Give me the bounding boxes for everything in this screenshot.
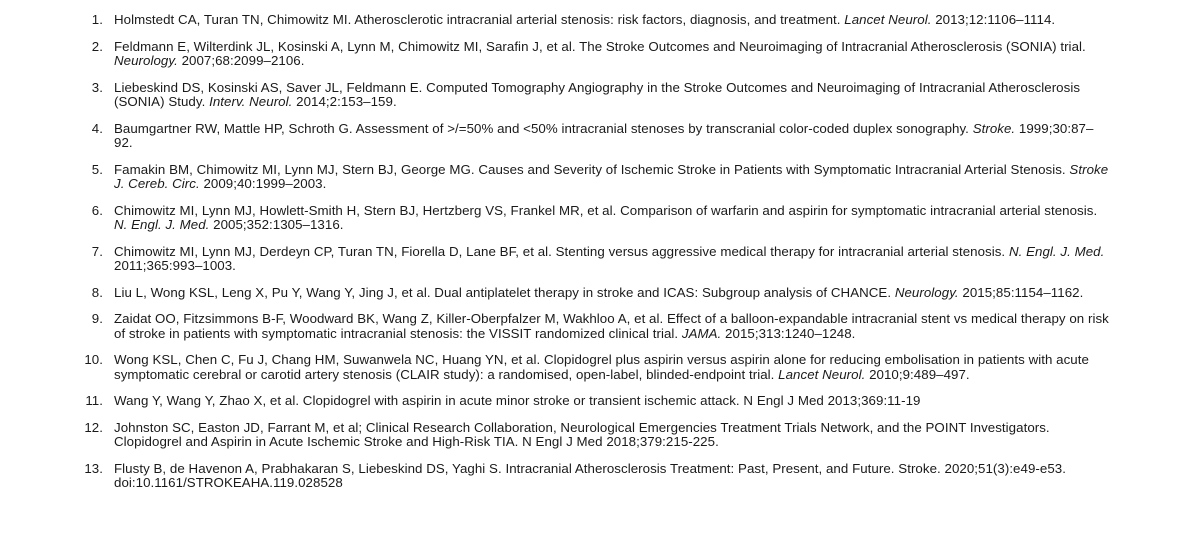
reference-number: 6. — [91, 202, 103, 218]
reference-item-6 — [0, 204, 1200, 233]
citation-main: Johnston SC, Easton JD, Farrant M, et al; Clinical Research Collaboration, Neurological Emergencies Treatment Trials Network, and the POINT Investigators. Clopidogrel and Aspirin in Acute Ischemic Stroke and High-Risk TIA. N Engl J Med 2018;379:215-225. — [114, 419, 1050, 450]
reference-text — [114, 40, 1112, 69]
reference-text — [114, 122, 1112, 151]
citation-main: Liebeskind DS, Kosinski AS, Saver JL, Feldmann E. Computed Tomography Angiography in the Stroke Outcomes and Neuroimaging of Intracranial Atherosclerosis (SONIA) Study. — [114, 79, 1081, 109]
reference-item-2 — [0, 40, 1200, 69]
reference-number: 8. — [91, 284, 103, 300]
citation-details: 2015;313:1240–1248. — [721, 325, 856, 341]
journal-name: Neurology. — [114, 53, 178, 68]
reference-item-9 — [0, 312, 1200, 341]
citation-details: 2011;365:993–1003. — [114, 258, 236, 273]
reference-text — [114, 13, 1112, 27]
reference-text — [114, 421, 1112, 450]
reference-number: 13. — [84, 460, 103, 476]
reference-text — [114, 353, 1112, 382]
reference-item-11 — [0, 394, 1200, 408]
reference-text — [114, 462, 1112, 491]
citation-details: 2013;12:1106–1114. — [931, 12, 1056, 27]
citation-details: 2007;68:2099–2106. — [177, 53, 305, 68]
reference-item-4 — [0, 122, 1200, 151]
reference-number: 3. — [91, 79, 103, 95]
reference-text — [114, 245, 1112, 274]
citation-details: 2010;9:489–497. — [865, 366, 970, 382]
journal-name: Stroke. — [972, 120, 1016, 136]
reference-number: 9. — [91, 311, 103, 327]
reference-item-3 — [0, 81, 1200, 110]
reference-text — [114, 394, 1112, 408]
reference-text — [114, 204, 1112, 233]
reference-number: 7. — [91, 243, 103, 259]
citation-main: Feldmann E, Wilterdink JL, Kosinski A, Lynn M, Chimowitz MI, Sarafin J, et al. The Stroke Outcomes and Neuroimaging of Intracranial Atherosclerosis (SONIA) trial. — [114, 38, 1086, 54]
citation-main: Flusty B, de Havenon A, Prabhakaran S, Liebeskind DS, Yaghi S. Intracranial Atherosclerosis Treatment: Past, Present, and Future. Stroke. 2020;51(3):e49-e53. doi:10.1161/STROKEAHA.119.028528 — [114, 460, 1066, 491]
reference-item-5 — [0, 163, 1200, 192]
reference-number: 12. — [84, 419, 103, 435]
reference-item-7 — [0, 245, 1200, 274]
journal-name: Lancet Neurol. — [778, 366, 866, 382]
citation-main: Famakin BM, Chimowitz MI, Lynn MJ, Stern BJ, George MG. Causes and Severity of Ischemic Stroke in Patients with Symptomatic Intracranial Arterial Stenosis. — [114, 161, 1070, 177]
citation-main: Wang Y, Wang Y, Zhao X, et al. Clopidogrel with aspirin in acute minor stroke or transient ischemic attack. N Engl J Med 2013;369:11-19 — [114, 393, 921, 409]
citation-main: Chimowitz MI, Lynn MJ, Howlett-Smith H, Stern BJ, Hertzberg VS, Frankel MR, et al. Comparison of warfarin and aspirin for symptomatic intracranial arterial stenosis. — [114, 202, 1098, 218]
reference-number: 5. — [91, 161, 103, 177]
reference-number: 1. — [91, 12, 103, 27]
reference-item-13 — [0, 462, 1200, 491]
reference-number: 2. — [91, 38, 103, 54]
reference-list — [0, 13, 1200, 503]
journal-name: JAMA. — [681, 325, 722, 341]
reference-number: 11. — [85, 393, 103, 409]
journal-name: Interv. Neurol. — [209, 94, 293, 109]
reference-text — [114, 163, 1112, 192]
citation-details: 2005;352:1305–1316. — [209, 217, 344, 232]
citation-main: Holmstedt CA, Turan TN, Chimowitz MI. Atherosclerotic intracranial arterial stenosis: risk factors, diagnosis, and treatment. — [114, 12, 845, 27]
citation-main: Baumgartner RW, Mattle HP, Schroth G. Assessment of >/=50% and <50% intracranial stenoses by transcranial color-coded duplex sonography. — [114, 120, 973, 136]
reference-item-8 — [0, 286, 1200, 300]
citation-details: 2014;2:153–159. — [292, 94, 397, 109]
reference-text — [114, 312, 1112, 341]
journal-name: N. Engl. J. Med. — [1008, 243, 1105, 259]
citation-main: Chimowitz MI, Lynn MJ, Derdeyn CP, Turan TN, Fiorella D, Lane BF, et al. Stenting versus aggressive medical therapy for intracranial arterial stenosis. — [114, 243, 1009, 259]
citation-main: Zaidat OO, Fitzsimmons B-F, Woodward BK, Wang Z, Killer-Oberpfalzer M, Wakhloo A, et al. Effect of a balloon-expandable intracranial stent vs medical therapy on risk of stroke in patients with symptomatic intracranial stenosis: the VISSIT randomized clinical trial. — [114, 311, 1109, 341]
journal-name: N. Engl. J. Med. — [114, 217, 210, 232]
reference-number: 10. — [84, 352, 103, 368]
reference-item-1 — [0, 13, 1200, 27]
citation-main: Wong KSL, Chen C, Fu J, Chang HM, Suwanwela NC, Huang YN, et al. Clopidogrel plus aspirin versus aspirin alone for reducing embolisation in patients with acute symptomatic cerebral or carotid artery stenosis (CLAIR study): a randomised, open-label, blinded-endpoint trial. — [114, 352, 1089, 382]
reference-number: 4. — [91, 120, 103, 136]
journal-name: Lancet Neurol. — [844, 12, 932, 27]
reference-item-12 — [0, 421, 1200, 450]
reference-text — [114, 286, 1112, 300]
journal-name: Neurology. — [894, 284, 959, 300]
citation-details: 1999;30:87–92. — [114, 120, 1094, 150]
reference-text — [114, 81, 1112, 110]
citation-details: 2009;40:1999–2003. — [199, 176, 327, 191]
citation-main: Liu L, Wong KSL, Leng X, Pu Y, Wang Y, Jing J, et al. Dual antiplatelet therapy in stroke and ICAS: Subgroup analysis of CHANCE. — [114, 284, 895, 300]
reference-item-10 — [0, 353, 1200, 382]
citation-details: 2015;85:1154–1162. — [958, 284, 1084, 300]
journal-name: Stroke J. Cereb. Circ. — [114, 161, 1109, 191]
